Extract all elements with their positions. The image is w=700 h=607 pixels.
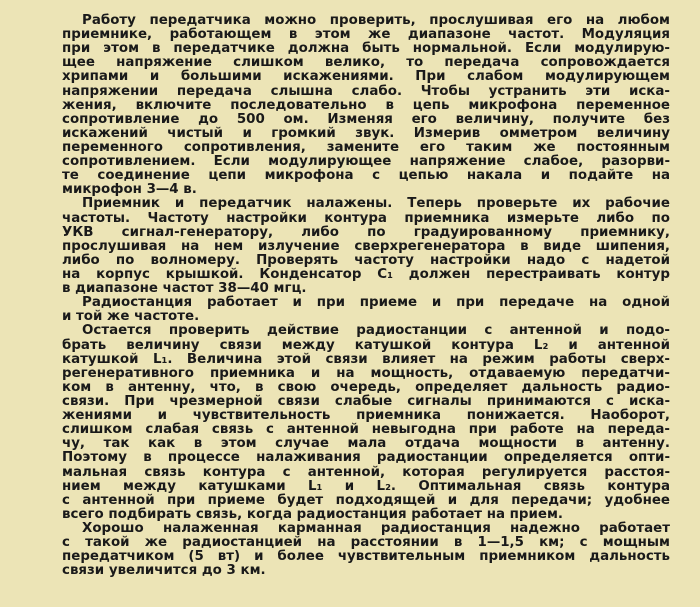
text-line: связи. При чрезмерной связи слабые сигналы принимаются с иска- — [62, 393, 670, 409]
text-line: мальная связь контура с антенной, которая регулируется расстоя- — [62, 464, 670, 480]
text-line: нием между катушками L₁ и L₂. Оптимальная связь контура — [62, 478, 670, 494]
text-line: с такой же радиостанцией на расстоянии в 1—1,5 км; с мощным — [62, 535, 670, 551]
text-line: на корпус крышкой. Конденсатор С₁ должен перестраивать контур — [62, 266, 670, 282]
text-line: при этом в передатчике должна быть нормальной. Если модулирую- — [62, 41, 670, 57]
text-line: Работу передатчика можно проверить, прослушивая его на любом — [82, 13, 670, 28]
text-line: либо по волномеру. Проверять частоту настройки надо с надетой — [62, 252, 670, 268]
text-line: с антенной при приеме будет подходящей и для передачи; удобнее — [62, 492, 670, 508]
text-line: жениями и чувствительность приемника понижается. Наоборот, — [62, 408, 670, 424]
text-line: щее напряжение слишком велико, то передача сопровождается — [62, 55, 670, 71]
text-line: брать величину связи между катушкой контура L₂ и антенной — [62, 337, 670, 353]
text-line: регенеративного приемника и на мощность, отдаваемую передатчи- — [62, 365, 670, 381]
text-line: искажений чистый и громкий звук. Измерив омметром величину — [62, 125, 670, 141]
text-line: в диапазоне частот 38—40 мгц. — [62, 281, 307, 297]
text-line: приемнике, работающем в этом же диапазоне частот. Модуляция — [62, 27, 670, 43]
text-column — [62, 14, 670, 578]
text-line: те соединение цепи микрофона с цепью накала и подайте на — [62, 168, 670, 184]
text-line: сопротивлением. Если модулирующее напряжение слабое, разорви- — [62, 154, 670, 170]
text-line: микрофон 3—4 в. — [62, 182, 197, 198]
text-line: связи увеличится до 3 км. — [62, 563, 266, 579]
paragraph-4 — [62, 324, 670, 522]
text-line: всего подбирать связь, когда радиостанция работает на прием. — [62, 506, 563, 522]
text-line: слишком слабая связь с антенной невыгодна при работе на переда- — [62, 422, 670, 438]
text-line: передатчиком (5 вт) и более чувствительным приемником дальность — [62, 549, 670, 565]
text-line: сопротивление до 500 ом. Изменяя его величину, получите без — [62, 111, 670, 127]
text-line: катушкой L₁. Величина этой связи влияет на режим работы сверх- — [62, 351, 670, 367]
text-line: и той же частоте. — [62, 309, 200, 325]
paragraph-1 — [62, 14, 670, 197]
paragraph-5 — [62, 522, 670, 578]
text-line: Остается проверить действие радиостанции с антенной и подо- — [82, 323, 670, 339]
text-line: УКВ сигнал-генератору, либо по градуированному приемнику, — [62, 224, 670, 240]
text-line: жения, включите последовательно в цепь микрофона переменное — [62, 97, 670, 113]
text-line: ком в антенну, что, в свою очередь, определяет дальность радио- — [62, 379, 670, 395]
text-line: частоты. Частоту настройки контура приемника измерьте либо по — [62, 210, 670, 226]
text-line: Поэтому в процессе налаживания радиостанции определяется опти- — [62, 450, 670, 466]
text-line: чу, так как в этом случае мала отдача мощности в антенну. — [62, 436, 670, 452]
text-line: хрипами и большими искажениями. При слабом модулирующем — [62, 69, 670, 85]
text-line: переменного сопротивления, замените его таким же постоянным — [62, 139, 670, 155]
text-line: напряжении передача слышна слабо. Чтобы устранить эти искa- — [62, 83, 670, 99]
text-line: Приемник и передатчик налажены. Теперь проверьте их рабочие — [82, 196, 670, 212]
text-line: Радиостанция работает и при приеме и при передаче на одной — [82, 295, 670, 311]
paragraph-3 — [62, 296, 670, 324]
text-line: Хорошо налаженная карманная радиостанция надежно работает — [82, 520, 670, 536]
paragraph-2 — [62, 197, 670, 296]
text-line: прослушивая на нем излучение сверхрегенератора в виде шипения, — [62, 238, 670, 254]
